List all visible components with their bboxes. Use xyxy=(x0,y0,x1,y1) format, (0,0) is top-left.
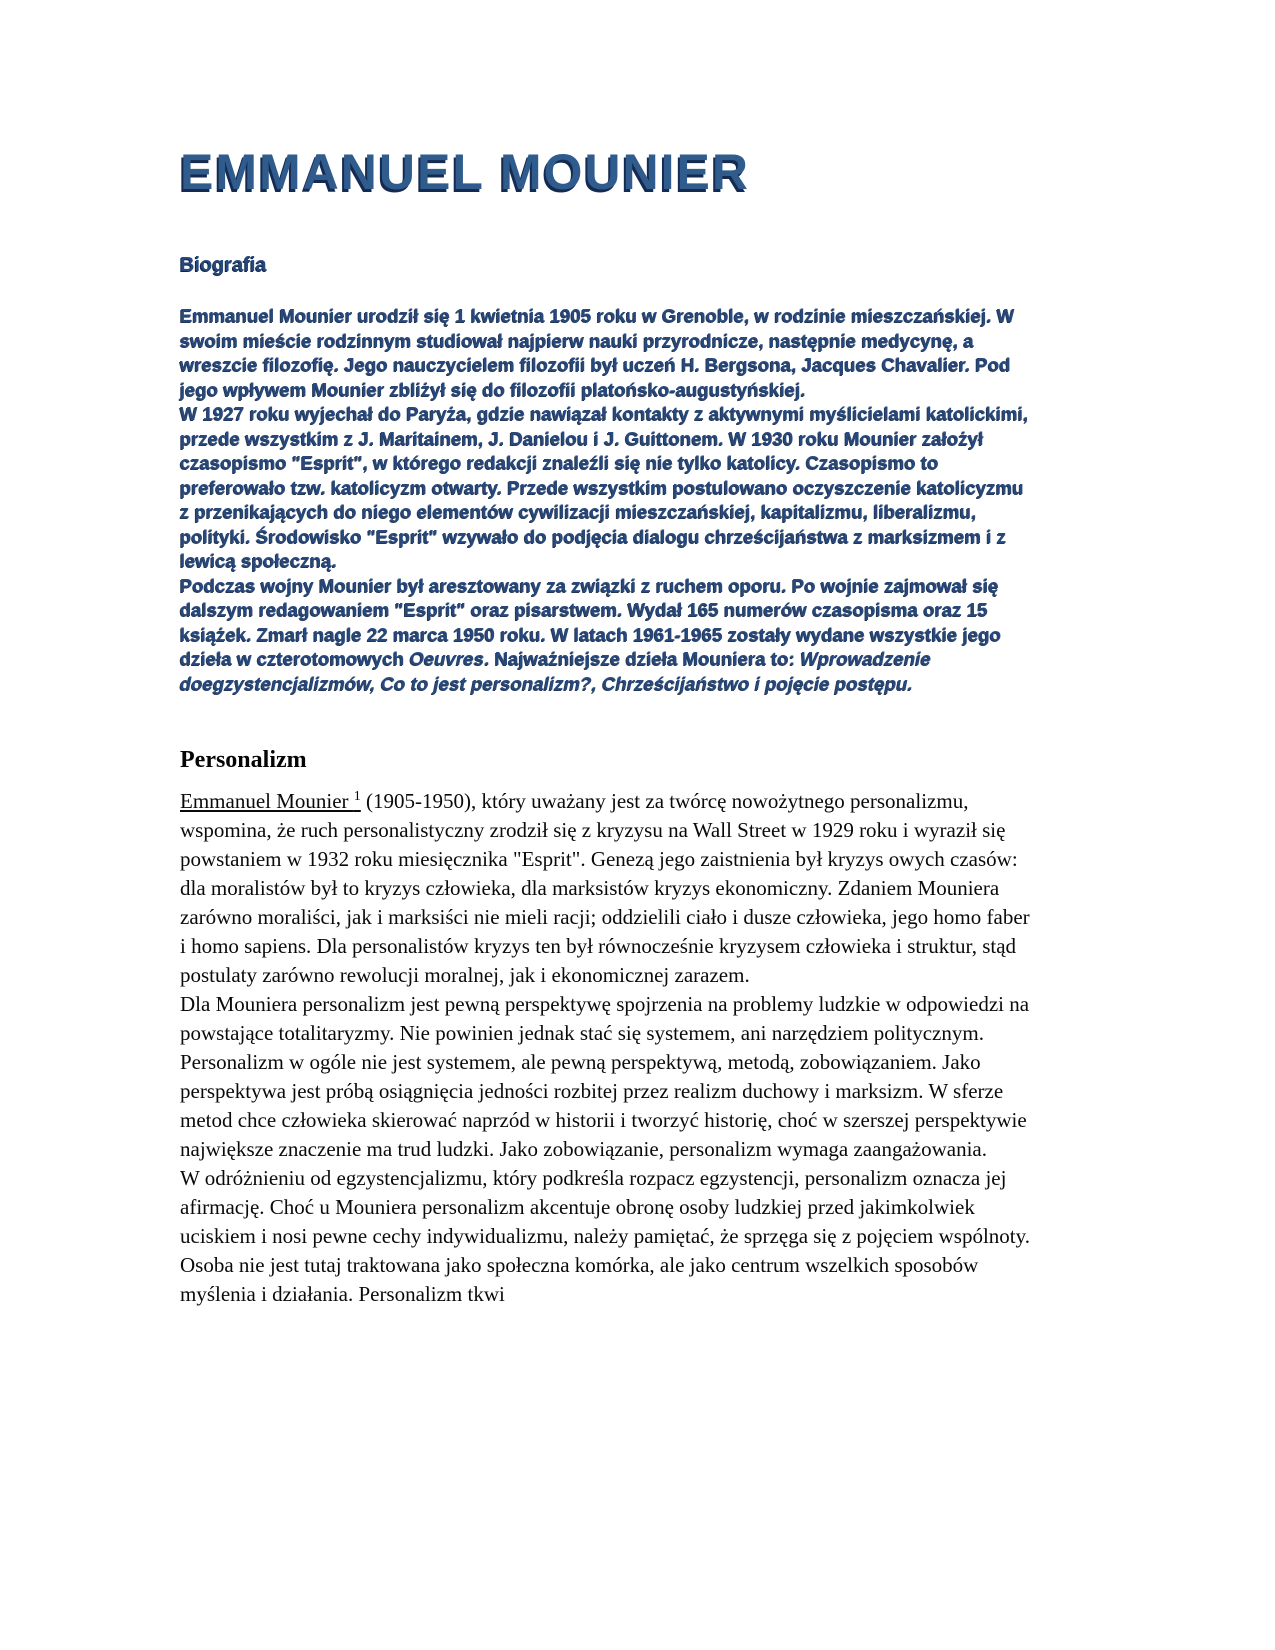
document-title: EMMANUEL MOUNIER xyxy=(180,144,750,200)
mounier-works-italic-titles: Wprowadzenie doegzystencjalizmów, Co to jest personalizm?, Chrześcijaństwo i pojęcie postępu. xyxy=(180,648,932,694)
biography-p3-text-2: . Najważniejsze dzieła Mouniera to: xyxy=(484,648,801,669)
biography-paragraph-3 xyxy=(180,574,1038,697)
biography-section xyxy=(180,277,1038,696)
personalism-paragraph-3: W odróżnieniu od egzystencjalizmu, który podkreśla rozpacz egzystencji, personalizm oznacza jej afirmację. Choć u Mouniera personalizm akcentuje obronę osoby ludzkiej przed jakimkolwiek uciskiem i nosi pewne cechy indywidualizmu, należy pamiętać, że sprzęga się z pojęciem wspólnoty. Osoba nie jest tutaj traktowana jako społeczna komórka, ale jako centrum wszelkich sposobów myślenia i działania. Personalizm tkwi xyxy=(180,1166,1031,1306)
biography-paragraph-2: W 1927 roku wyjechał do Paryża, gdzie nawiązał kontakty z aktywnymi myślicielami katolickimi, przede wszystkim z J. Maritainem, J. Danielou i J. Guittonem. W 1930 roku Mounier założył czasopismo "Esprit", w którego redakcji znaleźli się nie tylko katolicy. Czasopismo to preferowało tzw. katolicyzm otwarty. Przede wszystkim postulowano oczyszczenie katolicyzmu z przenikających do niego elementów cywilizacji mieszczańskiej, kapitalizmu, liberalizmu, polityki. Środowisko "Esprit" wzywało do podjęcia dialogu chrześcijaństwa z marksizmem i z lewicą społeczną. xyxy=(180,403,1029,571)
personalizm-heading: Personalizm xyxy=(180,747,307,773)
footnote-1-superscript: 1 xyxy=(353,789,361,804)
oeuvres-italic-title: Oeuvres xyxy=(409,648,485,669)
mounier-footnote-link-text: Emmanuel Mounier xyxy=(180,789,354,813)
personalism-p1-text: (1905-1950), który uważany jest za twórcę nowożytnego personalizmu, wspomina, że ruch personalistyczny zrodził się z kryzysu na Wall Street w 1929 roku i wyraził się powstaniem w 1932 roku miesięcznika "Esprit". Genezą jego zaistnienia był kryzys owych czasów: dla moralistów był to kryzys człowieka, dla marksistów kryzys ekonomiczny. Zdaniem Mouniera zarówno moraliści, jak i marksiści nie mieli racji; oddzielili ciało i dusze człowieka, jego homo faber i homo sapiens. Dla personalistów kryzys ten był równocześnie kryzysem człowieka i struktur, stąd postulaty zarówno rewolucji moralnej, jak i ekonomicznej zarazem. xyxy=(180,789,1030,987)
mounier-footnote-reference[interactable] xyxy=(180,789,361,813)
document-page xyxy=(180,0,1038,1309)
biografia-heading: Biografia xyxy=(180,254,267,276)
personalism-paragraph-1 xyxy=(180,787,1038,990)
personalism-section xyxy=(180,774,1038,1309)
biography-paragraph-1: Emmanuel Mounier urodził się 1 kwietnia 1905 roku w Grenoble, w rodzinie mieszczańskiej. W swoim mieście rodzinnym studiował najpierw nauki przyrodnicze, następnie medycynę, a wreszcie filozofię. Jego nauczycielem filozofii był uczeń H. Bergsona, Jacques Chavalier. Pod jego wpływem Mounier zbliżył się do filozofii platońsko-augustyńskiej. xyxy=(180,305,1015,400)
biography-p3-text-1: Podczas wojny Mounier był aresztowany za związki z ruchem oporu. Po wojnie zajmował się dalszym redagowaniem "Esprit" oraz pisarstwem. Wydał 165 numerów czasopisma oraz 15 książek. Zmarł nagle 22 marca 1950 roku. W latach 1961-1965 zostały wydane wszystkie jego dzieła w czterotomowych xyxy=(180,574,1002,669)
personalism-paragraph-2: Dla Mouniera personalizm jest pewną perspektywę spojrzenia na problemy ludzkie w odpowiedzi na powstające totalitaryzmy. Nie powinien jednak stać się systemem, ani narzędziem politycznym. Personalizm w ogóle nie jest systemem, ale pewną perspektywą, metodą, zobowiązaniem. Jako perspektywa jest próbą osiągnięcia jedności rozbitej przez realizm duchowy i marksizm. W sferze metod chce człowieka skierować naprzód w historii i tworzyć historię, choć w szerszej perspektywie największe znaczenie ma trud ludzki. Jako zobowiązanie, personalizm wymaga zaangażowania. xyxy=(180,992,1030,1161)
